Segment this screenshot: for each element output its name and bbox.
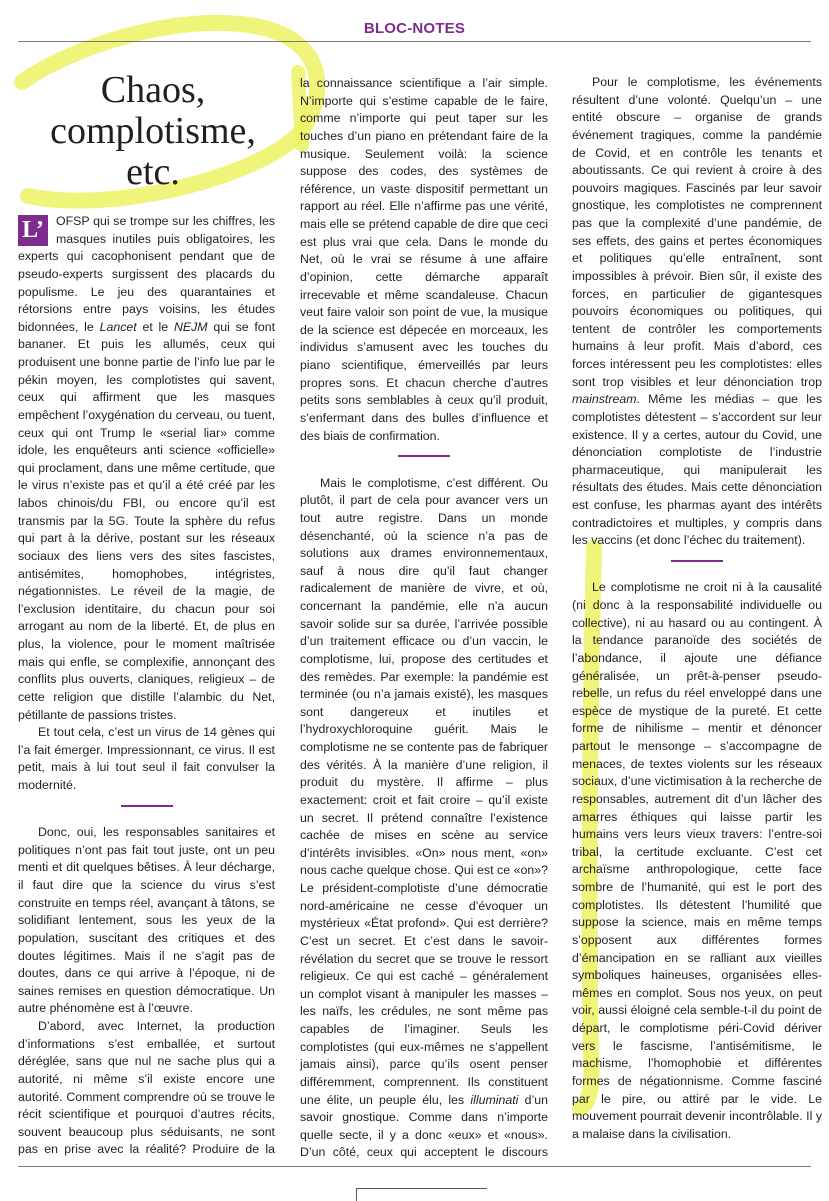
paragraph-responsables: Donc, oui, les responsables sanitaires et politiques n’ont pas fait tout juste, ont un peu menti et dit quelques bêtises. À leur décharge, il faut dire que la science du virus s’est construite en temps réel, avançant à tâtons, se solidifiant lentement, sous les yeux de la population, suscitant des critiques et des doutes légitimes. Mais il ne s’agit pas de doutes, dans ce qui arrive à l’époque, ni de saines remises en question démocratique. Un autre phénomène est à l’œuvre. (18, 825, 275, 1016)
column-2-flow (300, 74, 548, 1159)
column-1 (18, 213, 275, 1158)
paragraph-intro: L’ OFSP qui se trompe sur les chiffres, les masques inutiles puis obligatoires, les experts qui cacophonisent pendant que de pseudo-experts surgissent des placards du populisme. Le jeu des quarantaines et rétorsions entre pays voisins, les études bidonnées, le Lancet et le NEJM qui se font bananer. Et puis les allumés, ceux qui produisent une bonne partie de l’info lue par le pékin moyen, les complotistes qui savent, ceux qui affirment que les masques empêchent l’oxygénation du cerveau, ou tuent, ceux qui ont Trump le «serial liar» comme idole, les enquêteurs anti science «officielle» qui proclament, dans une même certitude, que le virus n’existe pas et qu’il a été créé par les labos chinois/du FBI, ou encore qu’il est transmis par la 5G. Toute la sphère du refus qui part à la dérive, postant sur les réseaux sociaux des liens vers des sites fascistes, antisémites, homophobes, intégristes, négationnistes. Le réveil de la magie, de l’exclusion identitaire, du chacun pour soi arrogant au nom de la liberté. Et, de plus en plus, la violence, pour le moment maîtrisée mais qui enfle, se complexifie, annonçant des conflits plus ouverts, claniques, religieux – de cette religion que distille l’alambic du Net, pétillante de passions tristes. (18, 214, 275, 722)
drop-cap: L’ (18, 215, 48, 246)
article-title: Chaos, complotisme, etc. (50, 69, 256, 193)
paragraph-internet: D’abord, avec Internet, la production d’informations s’est emballée, et surtout déréglée, sans que nul ne sache plus qui a autorité, ni même s’il existe encore une autorité. Comment comprendre où se trouve le récit scientifique et pourquoi d’autres récits, souvent beaucoup plus séduisants, ne sont pas en prise avec la réalité? Produire de la (18, 1019, 275, 1157)
page-footer-box (356, 1188, 487, 1201)
mainstream-term: mainstream (572, 392, 637, 407)
paragraph-virus: Et tout cela, c’est un virus de 14 gènes qui l’a fait émerger. Impressionnant, ce virus. Il est petit, mais à lui tout seul il fait convulser la modernité. (18, 725, 275, 792)
paragraph-internet-continued: la connaissance scientifique a l’air simple. N’importe qui s’estime capable de le faire, comme n’importe qui peut taper sur les touches d’un piano en prétendant faire de la musique. Seulement voilà: la science suppose des codes, des systèmes de référence, un vaste dispositif permettant un rapport au réel. Elle n’affirme pas une vérité, mais elle se prétend capable de dire que ceci est plus vrai que cela. Dans le monde du Net, où le vrai se résume à une affaire d’opinion, cette démarche apparaît irrecevable et même scandaleuse. Chacun veut faire valoir son point de vue, la musique de la science est dépecée en morceaux, les individus s’amusent avec les touches du piano scientifique, émerveillés par leurs propres sons. Et chacun cherche d’autres petits sons semblables à ceux qu’il produit, s’enfermant dans des bulles d’influence et des biais de confirmation. (300, 76, 548, 443)
column-2 (300, 74, 548, 1159)
top-rule (18, 41, 811, 42)
paragraph-evenements: Pour le complotisme, les événements résultent d’une volonté. Quelqu’un – une entité obscure – organise de grands événement tragiques, comme la pandémie de Covid, et en contrôle les tenants et aboutissants. Ce qui revient à croire à des pouvoirs magiques. Fascinés par leur savoir gnostique, les complotistes ne comprennent pas que la complexité d’une pandémie, de ses effets, des gains et pertes économiques et politiques qu’elle entraînent, sont impossibles à prévoir. Bien sûr, il existe des forces, en particulier de gigantesques pouvoirs économiques ou politiques, qui tentent de contrôler les comportements humains à leur profit. Mais d’abord, ces forces intéressent peu les complotistes: elles sont trop visibles et leur dénonciation trop mainstream. Même les médias – que les complotistes détestent – s’accordent sur leur existence. Il y a certes, autour du Covid, une dénonciation complotiste de l’industrie pharmaceutique, qui manipulerait les résultats des études. Mais cette dénonciation est confuse, les pharmas ayant des intérêts contradictoires et multiples, y compris dans les vaccins (et donc l’échec du traitement). (572, 75, 822, 548)
column-3 (572, 74, 822, 1159)
lancet-ref: Lancet (99, 319, 137, 334)
section-header: BLOC-NOTES (363, 20, 466, 37)
nejm-ref: NEJM (173, 319, 208, 334)
illuminati-term: illuminati (470, 1092, 519, 1107)
paragraph-causalite: Le complotisme ne croit ni à la causalité (ni donc à la responsabilité individuelle ou collective), ni au hasard ou au contingent. À la tendance paranoïde des sociétés de l’abondance, il ajoute une défiance généralisée, un prêt-à-penser pseudo-rebelle, un refus du réel enveloppé dans une espèce de mystique de la pureté. Et cette forme de nihilisme – mentir et dénoncer partout le mensonge – s’accompagne de menaces, de textes violents sur les réseaux sociaux, d’une victimisation à la recherche de responsables, autrement dit d’un lâcher des amarres éthiques qui laisse partir les humains vers leurs vieux travers: l’entre-soi tribal, la certitude excluante. C’est cet archaïsme anthropologique, cette face sombre de l’humanité, qui est le port des complotistes. Ils détestent l’humilité que suppose la science, mais en même temps s’opposent aux différentes formes d’émancipation en se ralliant aux vieilles symboliques haineuses, organisées elles-mêmes en complot. Sous nos yeux, on peut voir, aussi éloigné cela semble-t-il du point de départ, le complotisme péri-Covid dériver vers le fascisme, l’antisémitisme, le machisme, l’homophobie et différentes formes de négationnisme. Comme fasciné par le pire, ou attiré par le vide. Le mouvement pourrait devenir incontrôlable. Il y a malaise dans la civilisation. (572, 580, 822, 1141)
paragraph-complotisme: Mais le complotisme, c’est différent. Ou plutôt, il part de cela pour avancer vers un tout autre registre. Dans un monde désenchanté, où la science n’a pas de solutions aux drames environnementaux, sauf à nous dire qu’il faut changer radicalement de manière de vivre, et où, concernant la pandémie, elle n’a aucun savoir solide sur sa durée, l’arrivée possible d’un traitement efficace ou d’un vaccin, le complotisme, lui, propose des certitudes et des remèdes. Par exemple: la pandémie est terminée (ou n’a jamais existé), les masques sont dangereux et inutiles et l’hydroxychloroquine guérit. Mais le complotisme ne se contente pas de fabriquer des vérités. À la manière d’une religion, il produit du mystère. Il affirme – plus exactement: croit et fait croire – qu’il existe un secret. Il prétend connaître l’existence cachée de mises en scène au service d’intérêts invisibles. «On» nous ment, «on» nous cache quelque chose. Qui est ce «on»? Le président-complotiste d’une démocratie nord-américaine ne cesse d’évoquer un mystérieux «État profond». Qui est derrière? C’est un secret. Et c’est dans le savoir-révélation du secret que se trouve le ressort religieux. Ce qui est caché – généralement un complot visant à manipuler les masses – les naïfs, les crédules, ne sont même pas capables de l’imaginer. Seuls les complotistes (qui eux-mêmes ne s’appellent jamais ainsi), parce qu’ils osent penser différemment, comprennent. Ils constituent une élite, un peuple élu, les illuminati d’un savoir gnostique. Comme dans n’importe quelle secte, il y a donc «eux» et «nous». D’un côté, ceux qui acceptent le discours (300, 475, 548, 1159)
bottom-rule (18, 1166, 811, 1167)
